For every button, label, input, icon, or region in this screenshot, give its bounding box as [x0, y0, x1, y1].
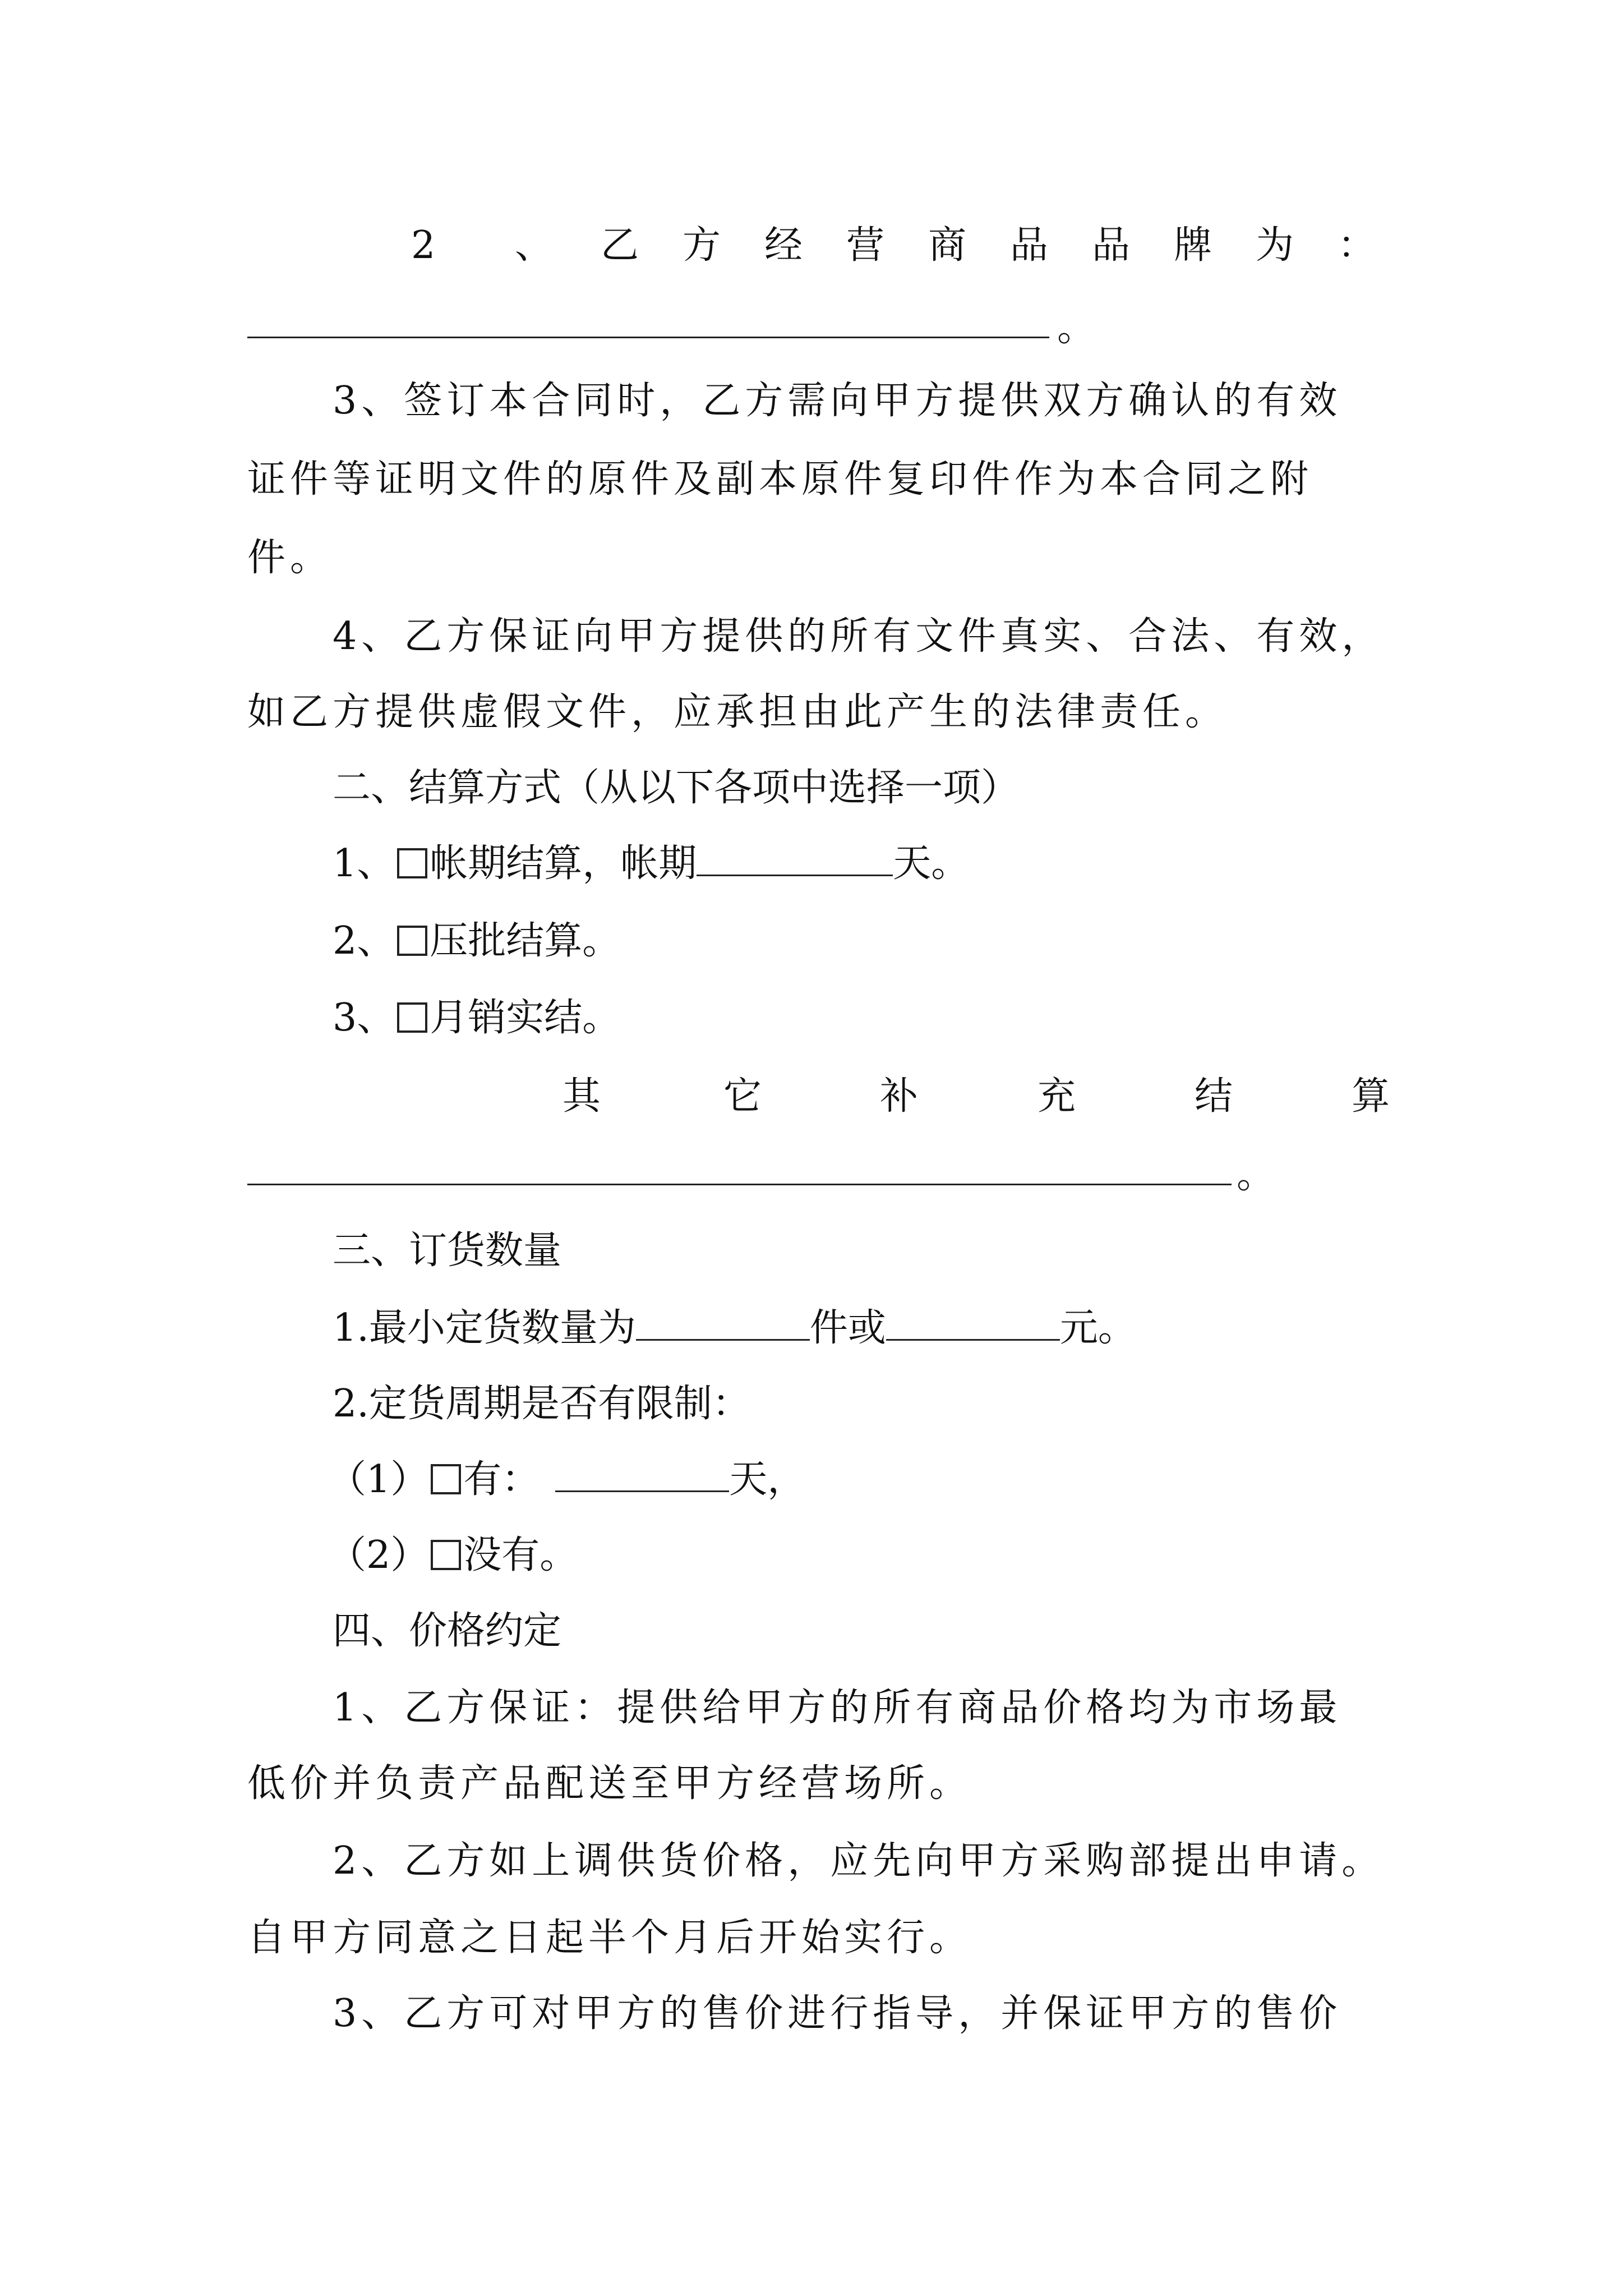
option-number: 3、	[333, 996, 395, 1040]
order-period-question: 2.定货周期是否有限制：	[333, 1382, 750, 1426]
other-settlement-end: 。	[1237, 1153, 1275, 1197]
qty-amount-blank[interactable]	[886, 1293, 1060, 1341]
price-para-3-line-1: 3、乙方可对甲方的售价进行指导，并保证甲方的售价	[333, 1991, 1342, 2036]
other-char: 结	[1195, 1074, 1233, 1119]
brand-char: 商	[928, 223, 967, 268]
option-number: 1、	[333, 841, 395, 886]
settlement-option-3	[333, 979, 620, 1057]
brand-item-number: 2	[411, 223, 436, 268]
para-4-line-2: 如乙方提供虚假文件，应承担由此产生的法律责任。	[247, 690, 1228, 734]
brand-char: ：	[1338, 223, 1376, 268]
brand-end: 。	[1057, 306, 1096, 350]
brand-char: 经	[764, 223, 803, 268]
price-para-2-line-2: 自甲方同意之日起半个月后开始实行。	[247, 1916, 972, 1960]
option-suffix: 天，	[729, 1457, 806, 1502]
para-3-line-3: 件。	[247, 536, 333, 580]
price-para-2-line-1: 2、乙方如上调供货价格，应先向甲方采购部提出申请。	[333, 1839, 1385, 1883]
checkbox[interactable]	[431, 1464, 461, 1494]
brand-line	[0, 206, 1623, 285]
days-blank[interactable]	[697, 829, 893, 876]
period-option-1	[328, 1441, 805, 1519]
section-2-title: 二、结算方式（从以下各项中选择一项）	[333, 766, 1020, 810]
settlement-option-2	[333, 902, 620, 981]
option-suffix: 天。	[893, 841, 970, 886]
period-option-2	[328, 1516, 578, 1595]
other-settlement-blank[interactable]	[247, 1184, 1232, 1185]
checkbox[interactable]	[431, 1540, 461, 1570]
other-char: 补	[880, 1074, 919, 1119]
para-4-line-1: 4、乙方保证向甲方提供的所有文件真实、合法、有效，	[333, 614, 1385, 659]
order-qty-label: 1.最小定货数量为	[333, 1306, 636, 1350]
section-3-title: 三、订货数量	[333, 1228, 562, 1273]
other-char: 充	[1038, 1074, 1076, 1119]
qty-pieces-blank[interactable]	[636, 1293, 810, 1341]
brand-char: 营	[846, 223, 885, 268]
brand-blank[interactable]	[247, 337, 1049, 338]
other-settlement-line	[0, 1057, 1623, 1136]
brand-char: 、	[515, 223, 554, 268]
option-text: 压批结算。	[430, 919, 621, 963]
option-text: 帐期结算，帐期	[430, 841, 697, 886]
price-para-1-line-1: 1、乙方保证：提供给甲方的所有商品价格均为市场最	[333, 1686, 1342, 1730]
brand-char: 牌	[1174, 223, 1212, 268]
option-text: 有：	[463, 1457, 540, 1502]
brand-char: 为	[1256, 223, 1294, 268]
brand-char: 方	[683, 223, 721, 268]
para-3-line-2: 证件等证明文件的原件及副本原件复印件作为本合同之附	[247, 457, 1313, 501]
other-char: 算	[1352, 1074, 1390, 1119]
option-text: 没有。	[463, 1533, 578, 1577]
order-qty-unit: 元。	[1059, 1306, 1136, 1350]
other-char: 其	[562, 1074, 601, 1119]
checkbox[interactable]	[397, 848, 427, 878]
option-text: 月销实结。	[430, 996, 621, 1040]
brand-char: 品	[1092, 223, 1131, 268]
checkbox[interactable]	[397, 1002, 427, 1033]
order-qty-or: 件或	[809, 1306, 886, 1350]
order-qty-line	[333, 1289, 1136, 1368]
brand-char: 品	[1010, 223, 1049, 268]
checkbox[interactable]	[397, 926, 427, 956]
option-number: （1）	[328, 1457, 429, 1502]
other-char: 它	[723, 1074, 762, 1119]
section-4-title: 四、价格约定	[333, 1609, 562, 1653]
price-para-1-line-2: 低价并负责产品配送至甲方经营场所。	[247, 1761, 972, 1806]
settlement-option-1	[333, 825, 969, 903]
option-number: 2、	[333, 919, 395, 963]
option-number: （2）	[328, 1533, 429, 1577]
period-days-blank[interactable]	[555, 1444, 729, 1492]
brand-char: 乙	[601, 223, 639, 268]
para-3-line-1: 3、签订本合同时，乙方需向甲方提供双方确认的有效	[333, 379, 1342, 423]
